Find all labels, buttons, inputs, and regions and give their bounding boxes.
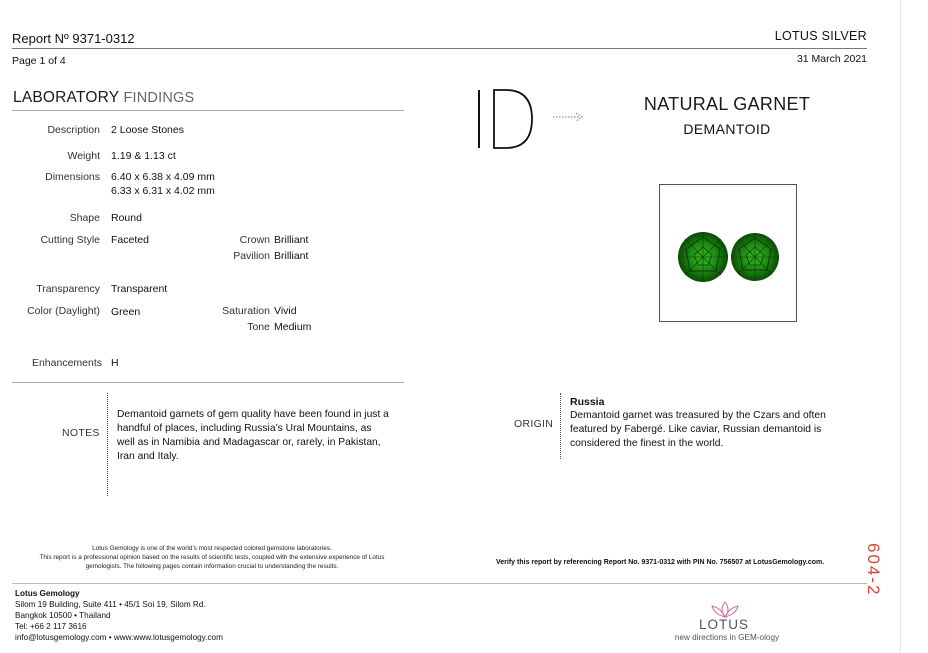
footer-company: Lotus Gemology xyxy=(15,589,80,598)
description-label: Description xyxy=(47,124,100,136)
disclaimer-line-1: Lotus Gemology is one of the world’s most respected colored gemstone laboratories. xyxy=(92,545,332,552)
tone-value: Medium xyxy=(274,321,312,333)
crown-label: Crown xyxy=(239,234,270,246)
lotus-logo-icon xyxy=(710,600,740,618)
findings-heading-light: FINDINGS xyxy=(119,90,195,106)
report-date: 31 March 2021 xyxy=(796,53,867,65)
notes-divider xyxy=(107,393,108,496)
findings-heading xyxy=(13,89,194,107)
findings-heading-bold: LABORATORY xyxy=(13,89,120,106)
stamp-number: 604-2 xyxy=(864,543,883,597)
transparency-value: Transparent xyxy=(111,283,168,295)
lotus-tagline: new directions in GEM-ology xyxy=(674,633,780,642)
brand-name: LOTUS SILVER xyxy=(774,29,867,43)
footer-rule xyxy=(12,583,867,584)
crown-value: Brilliant xyxy=(274,234,309,246)
enhancements-label: Enhancements xyxy=(31,357,102,369)
gemstone-right xyxy=(731,233,779,281)
cutting-style-value: Faceted xyxy=(111,234,149,246)
report-number: Report Nº 9371-0312 xyxy=(12,31,135,46)
shape-value: Round xyxy=(111,212,142,224)
weight-value: 1.19 & 1.13 ct xyxy=(111,150,176,162)
dimensions-value-1: 6.40 x 6.38 x 4.09 mm xyxy=(111,171,215,183)
origin-label: ORIGIN xyxy=(514,418,554,430)
dotted-arrow-icon xyxy=(552,111,586,123)
findings-bottom-rule xyxy=(12,382,404,383)
saturation-value: Vivid xyxy=(274,305,297,317)
dimensions-value-2: 6.33 x 6.31 x 4.02 mm xyxy=(111,185,215,197)
gemstone-left xyxy=(678,232,728,282)
description-value: 2 Loose Stones xyxy=(111,124,184,136)
species-title: NATURAL GARNET xyxy=(643,94,811,114)
gemstone-photo xyxy=(659,184,797,322)
weight-label: Weight xyxy=(67,150,100,162)
cutting-style-label: Cutting Style xyxy=(40,234,100,246)
header-rule xyxy=(12,48,867,49)
gemstone-image xyxy=(660,185,796,321)
findings-rule xyxy=(12,110,404,111)
footer-tel: Tel: +66 2 117 3616 xyxy=(15,622,87,631)
saturation-label: Saturation xyxy=(222,305,270,317)
shape-label: Shape xyxy=(69,212,100,224)
lotus-logo-text: LOTUS xyxy=(698,617,749,632)
footer-contact: info@lotusgemology.com • www.www.lotusgemology.com xyxy=(15,633,223,642)
pavilion-label: Pavilion xyxy=(233,250,270,262)
transparency-label: Transparency xyxy=(36,283,100,295)
id-mark-i xyxy=(478,90,480,148)
enhancements-value: H xyxy=(111,357,119,369)
pavilion-value: Brilliant xyxy=(274,250,309,262)
color-value: Green xyxy=(111,306,141,318)
disclaimer-line-3: gemologists. The following pages contain information crucial to understanding the results. xyxy=(85,563,339,570)
verify-text: Verify this report by referencing Report No. 9371-0312 with PIN No. 756507 at LotusGemology.com. xyxy=(496,559,825,566)
dimensions-label: Dimensions xyxy=(45,171,100,183)
variety-title: DEMANTOID xyxy=(683,121,771,137)
origin-text: Demantoid garnet was treasured by the Czars and often featured by Fabergé. Like caviar, Russian demantoid is considered the finest in the world. xyxy=(570,410,826,449)
notes-label: NOTES xyxy=(62,427,100,439)
page-edge xyxy=(900,0,901,653)
color-label: Color (Daylight) xyxy=(27,305,100,317)
id-mark-d xyxy=(492,88,534,150)
origin-country: Russia xyxy=(570,396,605,408)
origin-divider xyxy=(560,393,561,459)
footer-address-2: Bangkok 10500 • Thailand xyxy=(15,611,111,620)
footer-address-1: Silom 19 Building, Suite 411 • 45/1 Soi 19, Silom Rd. xyxy=(15,600,206,609)
notes-text: Demantoid garnets of gem quality have been found in just a handful of places, including Russia’s Ural Mountains, as well as in Namibia and Madagascar or, rarely, in Pakistan, Iran and Italy. xyxy=(117,409,389,462)
tone-label: Tone xyxy=(247,321,270,333)
disclaimer-line-2: This report is a professional opinion based on the results of scientific tests, coupled with the extensive experience of Lotus xyxy=(39,554,385,561)
page-indicator: Page 1 of 4 xyxy=(12,55,66,67)
